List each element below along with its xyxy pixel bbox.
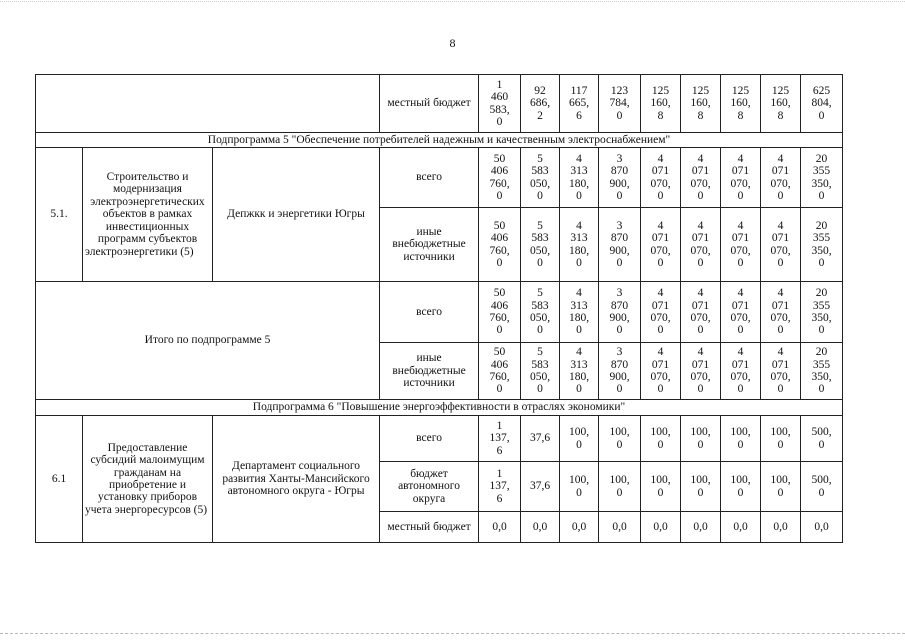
source-cell: всего — [380, 416, 479, 462]
total-label: Итого по подпрограмме 5 — [36, 282, 380, 400]
value-cell: 100, 0 — [641, 462, 681, 512]
item-executor: Депжкк и энергетики Югры — [213, 148, 380, 282]
value-cell: 4 313 180, 0 — [560, 208, 599, 282]
value-cell: 4 071 070, 0 — [641, 343, 681, 400]
value-cell: 0,0 — [479, 512, 521, 543]
source-cell: местный бюджет — [380, 512, 479, 543]
item-name: Строительство и модернизация электроэнергетических объектов в рамках инвестиционных программ субъектов электроэнергетики (5) — [83, 148, 213, 282]
value-cell: 100, 0 — [721, 462, 761, 512]
value-cell: 4 071 070, 0 — [761, 343, 801, 400]
value-cell: 4 071 070, 0 — [721, 282, 761, 343]
source-cell: всего — [380, 148, 479, 208]
value-cell: 4 071 070, 0 — [721, 343, 761, 400]
value-cell: 4 313 180, 0 — [560, 343, 599, 400]
value-cell: 5 583 050, 0 — [521, 282, 560, 343]
value-cell: 50 406 760, 0 — [479, 148, 521, 208]
table-row — [36, 148, 843, 208]
value-cell: 123 784, 0 — [599, 75, 641, 133]
value-cell: 100, 0 — [560, 462, 599, 512]
value-cell: 3 870 900, 0 — [599, 282, 641, 343]
scan-top-edge — [0, 1, 905, 2]
value-cell: 0,0 — [721, 512, 761, 543]
scan-bottom-edge — [0, 633, 905, 634]
value-cell: 0,0 — [801, 512, 843, 543]
page-number: 8 — [449, 36, 456, 50]
value-cell: 100, 0 — [599, 416, 641, 462]
value-cell: 4 071 070, 0 — [641, 282, 681, 343]
item-name: Предоставление субсидий малоимущим гражданам на приобретение и установку приборов учета энергоресурсов (5) — [83, 416, 213, 543]
value-cell: 125 160, 8 — [761, 75, 801, 133]
value-cell: 50 406 760, 0 — [479, 282, 521, 343]
value-cell: 4 071 070, 0 — [681, 343, 721, 400]
value-cell: 100, 0 — [761, 462, 801, 512]
subprogram-6-title: Подпрограмма 6 "Повышение энергоэффективности в отраслях экономики" — [36, 400, 843, 416]
value-cell: 100, 0 — [560, 416, 599, 462]
value-cell: 117 665, 6 — [560, 75, 599, 133]
value-cell: 1 137, 6 — [479, 462, 521, 512]
value-cell: 20 355 350, 0 — [801, 148, 843, 208]
value-cell: 3 870 900, 0 — [599, 343, 641, 400]
value-cell: 4 313 180, 0 — [560, 282, 599, 343]
value-cell: 1 137, 6 — [479, 416, 521, 462]
value-cell: 125 160, 8 — [721, 75, 761, 133]
value-cell: 1 460 583, 0 — [479, 75, 521, 133]
value-cell: 5 583 050, 0 — [521, 343, 560, 400]
value-cell: 0,0 — [521, 512, 560, 543]
table-row — [36, 133, 843, 148]
table-row — [36, 75, 843, 133]
value-cell: 0,0 — [641, 512, 681, 543]
value-cell: 4 071 070, 0 — [681, 148, 721, 208]
source-cell: всего — [380, 282, 479, 343]
value-cell: 4 071 070, 0 — [721, 148, 761, 208]
value-cell: 20 355 350, 0 — [801, 282, 843, 343]
value-cell: 3 870 900, 0 — [599, 148, 641, 208]
value-cell: 37,6 — [521, 462, 560, 512]
source-cell: бюджет автономного округа — [380, 462, 479, 512]
value-cell: 4 071 070, 0 — [721, 208, 761, 282]
value-cell: 0,0 — [599, 512, 641, 543]
value-cell: 100, 0 — [681, 462, 721, 512]
value-cell: 92 686, 2 — [521, 75, 560, 133]
budget-table — [35, 74, 843, 543]
value-cell: 100, 0 — [721, 416, 761, 462]
item-number: 5.1. — [36, 148, 83, 282]
value-cell: 0,0 — [761, 512, 801, 543]
value-cell: 4 071 070, 0 — [681, 208, 721, 282]
value-cell: 4 071 070, 0 — [641, 148, 681, 208]
subprogram-5-title: Подпрограмма 5 "Обеспечение потребителей надежным и качественным электроснабжением" — [36, 133, 843, 148]
value-cell: 50 406 760, 0 — [479, 208, 521, 282]
empty-cell — [36, 75, 380, 133]
value-cell: 3 870 900, 0 — [599, 208, 641, 282]
value-cell: 125 160, 8 — [681, 75, 721, 133]
table-row — [36, 282, 843, 343]
value-cell: 4 313 180, 0 — [560, 148, 599, 208]
value-cell: 4 071 070, 0 — [761, 282, 801, 343]
value-cell: 4 071 070, 0 — [681, 282, 721, 343]
table-row — [36, 400, 843, 416]
value-cell: 100, 0 — [681, 416, 721, 462]
value-cell: 100, 0 — [761, 416, 801, 462]
value-cell: 5 583 050, 0 — [521, 148, 560, 208]
value-cell: 0,0 — [560, 512, 599, 543]
value-cell: 20 355 350, 0 — [801, 343, 843, 400]
table-row — [36, 416, 843, 462]
value-cell: 100, 0 — [599, 462, 641, 512]
source-cell: иные внебюджетные источники — [380, 208, 479, 282]
source-cell: иные внебюджетные источники — [380, 343, 479, 400]
value-cell: 37,6 — [521, 416, 560, 462]
value-cell: 125 160, 8 — [641, 75, 681, 133]
value-cell: 4 071 070, 0 — [761, 148, 801, 208]
value-cell: 625 804, 0 — [801, 75, 843, 133]
value-cell: 4 071 070, 0 — [761, 208, 801, 282]
item-number: 6.1 — [36, 416, 83, 543]
value-cell: 0,0 — [681, 512, 721, 543]
item-executor: Департамент социального развития Ханты-Мансийского автономного округа - Югры — [213, 416, 380, 543]
value-cell: 20 355 350, 0 — [801, 208, 843, 282]
value-cell: 100, 0 — [641, 416, 681, 462]
value-cell: 500, 0 — [801, 462, 843, 512]
value-cell: 4 071 070, 0 — [641, 208, 681, 282]
value-cell: 5 583 050, 0 — [521, 208, 560, 282]
value-cell: 50 406 760, 0 — [479, 343, 521, 400]
value-cell: 500, 0 — [801, 416, 843, 462]
source-cell: местный бюджет — [380, 75, 479, 133]
